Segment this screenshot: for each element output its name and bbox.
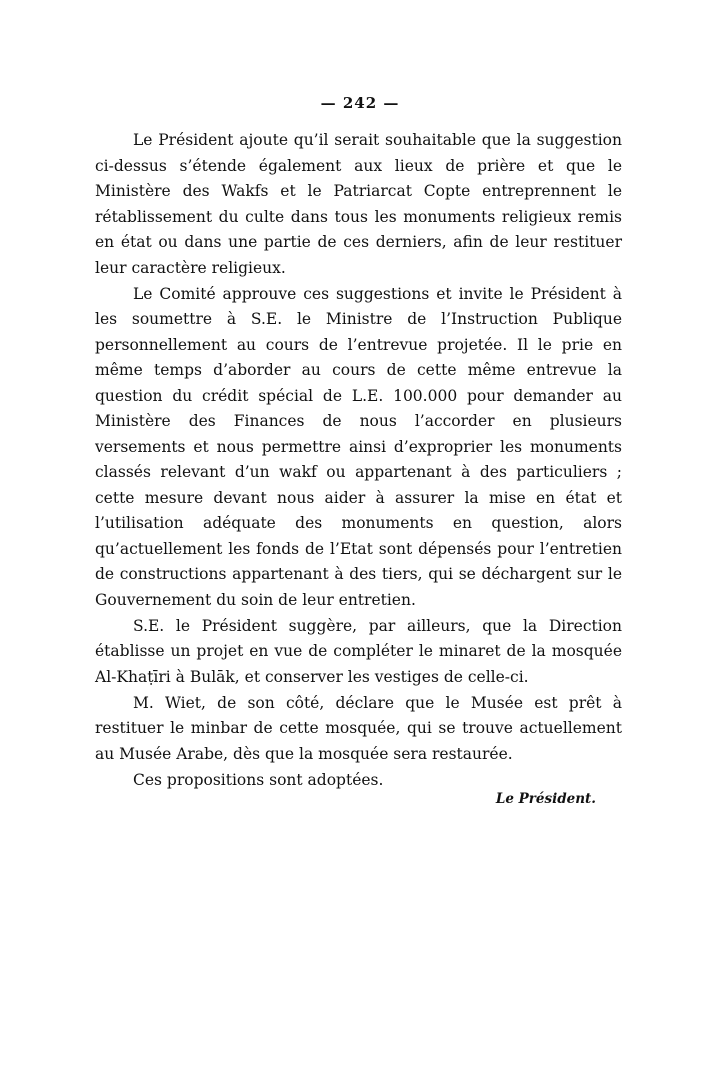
paragraph-2: Le Comité approuve ces suggestions et invite le Président à les soumettre à S.E. le Ministre de l’Instruction Publique personnellement au cours de l’entrevue projetée. Il le prie en même temps d’aborder au cours de cette même entrevue la question du crédit spécial de L.E. 100.000 pour demander au Ministère des Finances de nous l’accorder en plusieurs versements et nous permettre ainsi d’exproprier les monuments classés relevant d’un wakf ou appartenant à des particuliers ; cette mesure devant nous aider à assurer la mise en état et l’utilisation adéquate des monuments en question, alors qu’actuellement les fonds de l’Etat sont dépensés pour l’entretien de constructions appartenant à des tiers, qui se déchargent sur le Gouvernement du soin de leur entretien.	[95, 284, 622, 609]
paragraph-1: Le Président ajoute qu’il serait souhaitable que la suggestion ci-dessus s’étende également aux lieux de prière et que le Ministère des Wakfs et le Patriarcat Copte entreprennent le rétablissement du culte dans tous les monuments religieux remis en état ou dans une partie de ces derniers, afin de leur restituer leur caractère religieux.	[95, 131, 622, 277]
page-number: — 242 —	[320, 94, 400, 112]
paragraph-4: M. Wiet, de son côté, déclare que le Musée est prêt à restituer le minbar de cette mosquée, qui se trouve actuellement au Musée Arabe, dès que la mosquée sera restaurée.	[95, 693, 622, 763]
paragraph-3: S.E. le Président suggère, par ailleurs, que la Direction établisse un projet en vue de compléter le minaret de la mosquée Al-Khaṭīri à Bulāk, et conserver les vestiges de celle-ci.	[95, 616, 622, 686]
signature: Le Président.	[495, 791, 596, 807]
paragraph-5: Ces propositions sont adoptées.	[133, 770, 384, 789]
body-text	[95, 128, 622, 793]
